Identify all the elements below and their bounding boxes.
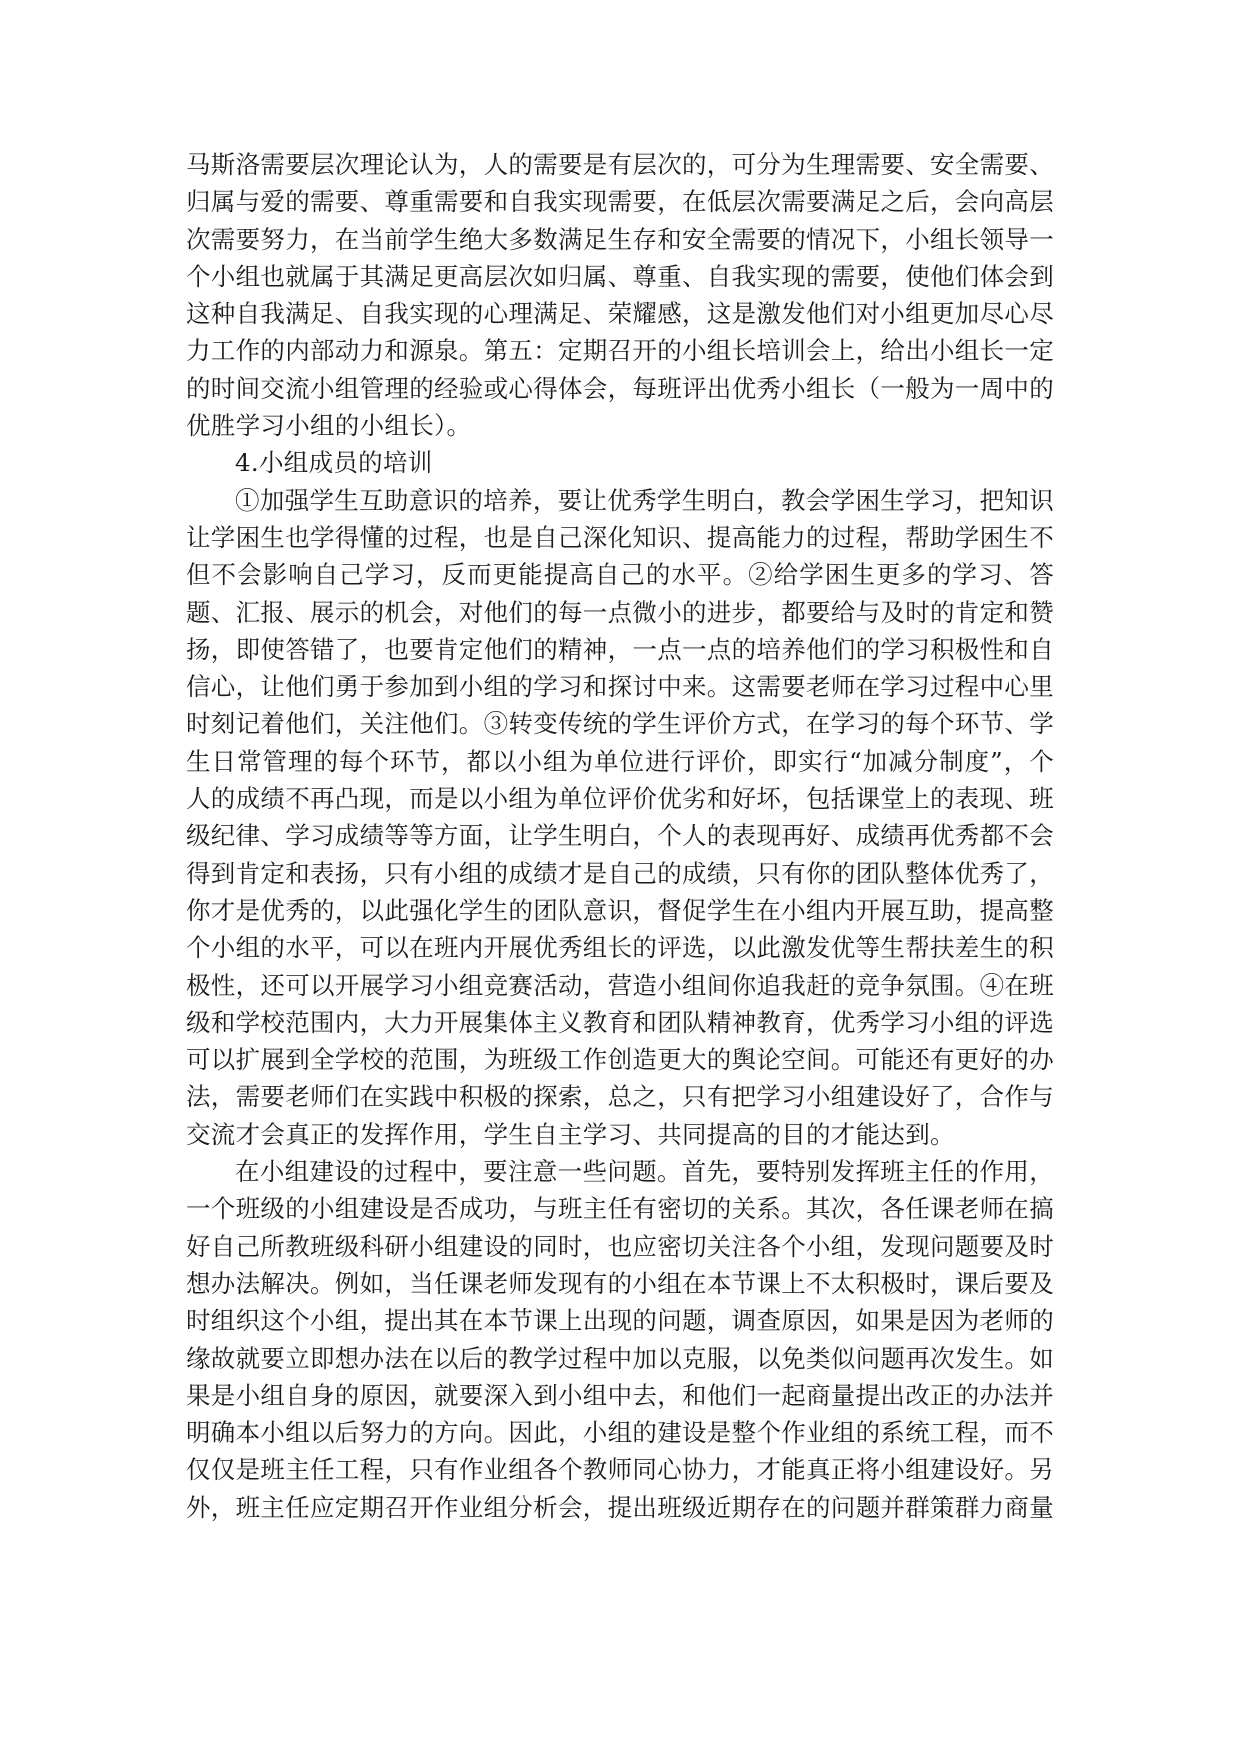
- paragraph-maslow: 马斯洛需要层次理论认为，人的需要是有层次的，可分为生理需要、安全需要、归属与爱的需要、尊重需要和自我实现需要，在低层次需要满足之后，会向高层次需要努力，在当前学生绝大多数满足生存和安全需要的情况下，小组长领导一个小组也就属于其满足更高层次如归属、尊重、自我实现的需要，使他们体会到这种自我满足、自我实现的心理满足、荣耀感，这是激发他们对小组更加尽心尽力工作的内部动力和源泉。第五：定期召开的小组长培训会上，给出小组长一定的时间交流小组管理的经验或心得体会，每班评出优秀小组长（一般为一周中的优胜学习小组的小组长）。: [186, 150, 1054, 441]
- section-heading-member-training: 4.小组成员的培训: [235, 448, 433, 478]
- document-page: [186, 146, 1054, 1526]
- paragraph-group-building-issues: 在小组建设的过程中，要注意一些问题。首先，要特别发挥班主任的作用，一个班级的小组建设是否成功，与班主任有密切的关系。其次，各任课老师在搞好自己所教班级科研小组建设的同时，也应密切关注各个小组，发现问题要及时想办法解决。例如，当任课老师发现有的小组在本节课上不太积极时，课后要及时组织这个小组，提出其在本节课上出现的问题，调查原因，如果是因为老师的缘故就要立即想办法在以后的教学过程中加以克服，以免类似问题再次发生。如果是小组自身的原因，就要深入到小组中去，和他们一起商量提出改正的办法并明确本小组以后努力的方向。因此，小组的建设是整个作业组的系统工程，而不仅仅是班主任工程，只有作业组各个教师同心协力，才能真正将小组建设好。另外，班主任应定期召开作业组分析会，提出班级近期存在的问题并群策群力商量: [186, 1157, 1054, 1522]
- paragraph-training-methods: ①加强学生互助意识的培养，要让优秀学生明白，教会学困生学习，把知识让学困生也学得懂的过程，也是自己深化知识、提高能力的过程，帮助学困生不但不会影响自己学习，反而更能提高自己的水平。②给学困生更多的学习、答题、汇报、展示的机会，对他们的每一点微小的进步，都要给与及时的肯定和赞扬，即使答错了，也要肯定他们的精神，一点一点的培养他们的学习积极性和自信心，让他们勇于参加到小组的学习和探讨中来。这需要老师在学习过程中心里时刻记着他们，关注他们。③转变传统的学生评价方式，在学习的每个环节、学生日常管理的每个环节，都以小组为单位进行评价，即实行“加减分制度”，个人的成绩不再凸现，而是以小组为单位评价优劣和好坏，包括课堂上的表现、班级纪律、学习成绩等等方面，让学生明白，个人的表现再好、成绩再优秀都不会得到肯定和表扬，只有小组的成绩才是自己的成绩，只有你的团队整体优秀了，你才是优秀的，以此强化学生的团队意识，督促学生在小组内开展互助，提高整个小组的水平，可以在班内开展优秀组长的评选，以此激发优等生帮扶差生的积极性，还可以开展学习小组竞赛活动，营造小组间你追我赶的竞争氛围。④在班级和学校范围内，大力开展集体主义教育和团队精神教育，优秀学习小组的评选可以扩展到全学校的范围，为班级工作创造更大的舆论空间。可能还有更好的办法，需要老师们在实践中积极的探索，总之，只有把学习小组建设好了，合作与交流才会真正的发挥作用，学生自主学习、共同提高的目的才能达到。: [186, 485, 1054, 1149]
